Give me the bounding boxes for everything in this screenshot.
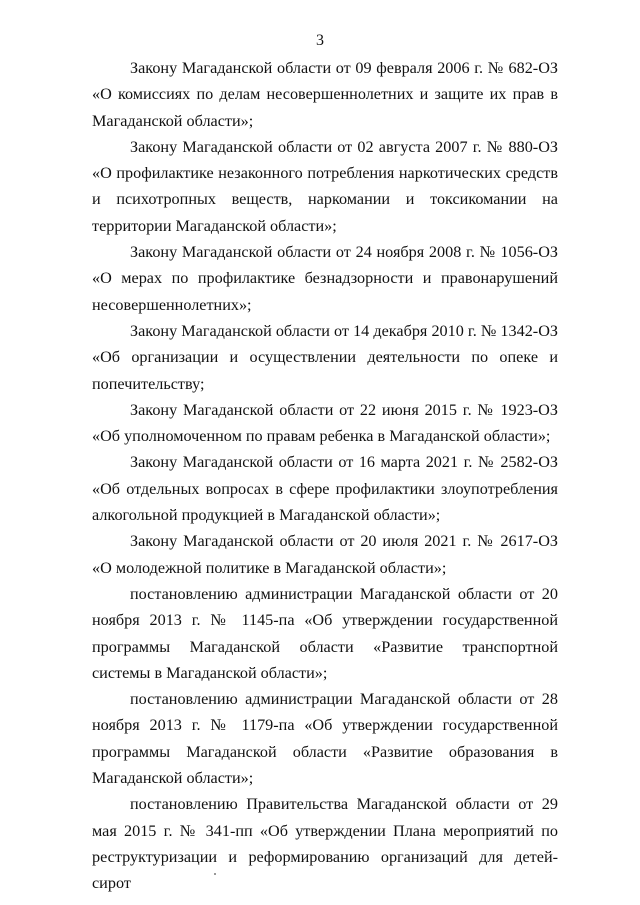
scan-speck <box>214 873 216 875</box>
document-body <box>92 55 558 897</box>
paragraph-law-2617: Закону Магаданской области от 20 июля 2021 г. № 2617-ОЗ «О молодежной политике в Магаданской области»; <box>92 532 558 577</box>
paragraph-resolution-1145: постановлению администрации Магаданской области от 20 ноября 2013 г. № 1145-па «Об утверждении государственной программы Магаданской области «Развитие транспортной системы в Магаданской области»; <box>92 584 558 682</box>
paragraph-law-1923: Закону Магаданской области от 22 июня 2015 г. № 1923-ОЗ «Об уполномоченном по правам ребенка в Магаданской области»; <box>92 400 558 446</box>
paragraph-law-880: Закону Магаданской области от 02 августа 2007 г. № 880-ОЗ «О профилактике незаконного потребления наркотических средств и психотропных веществ, наркомании и токсикомании на территории Магаданской области»; <box>92 137 558 235</box>
paragraph-resolution-1179: постановлению администрации Магаданской области от 28 ноября 2013 г. № 1179-па «Об утверждении государственной программы Магаданской области «Развитие образования в Магаданской области»; <box>92 690 558 788</box>
paragraph-law-1056: Закону Магаданской области от 24 ноября 2008 г. № 1056-ОЗ «О мерах по профилактике безнадзорности и правонарушений несовершеннолетних»; <box>92 243 558 314</box>
paragraph-law-682: Закону Магаданской области от 09 февраля 2006 г. № 682-ОЗ «О комиссиях по делам несовершеннолетних и защите их прав в Магаданской области»; <box>92 59 558 130</box>
page-number: 3 <box>316 32 324 49</box>
paragraph-law-1342: Закону Магаданской области от 14 декабря 2010 г. № 1342-ОЗ «Об организации и осуществлении деятельности по опеке и попечительству; <box>92 321 558 393</box>
paragraph-law-2582: Закону Магаданской области от 16 марта 2021 г. № 2582-ОЗ «Об отдельных вопросах в сфере профилактики злоупотребления алкогольной продукцией в Магаданской области»; <box>92 453 558 525</box>
paragraph-resolution-341: постановлению Правительства Магаданской области от 29 мая 2015 г. № 341-пп «Об утверждении Плана мероприятий по реструктуризации и реформированию организаций для детей-сирот <box>92 795 558 893</box>
